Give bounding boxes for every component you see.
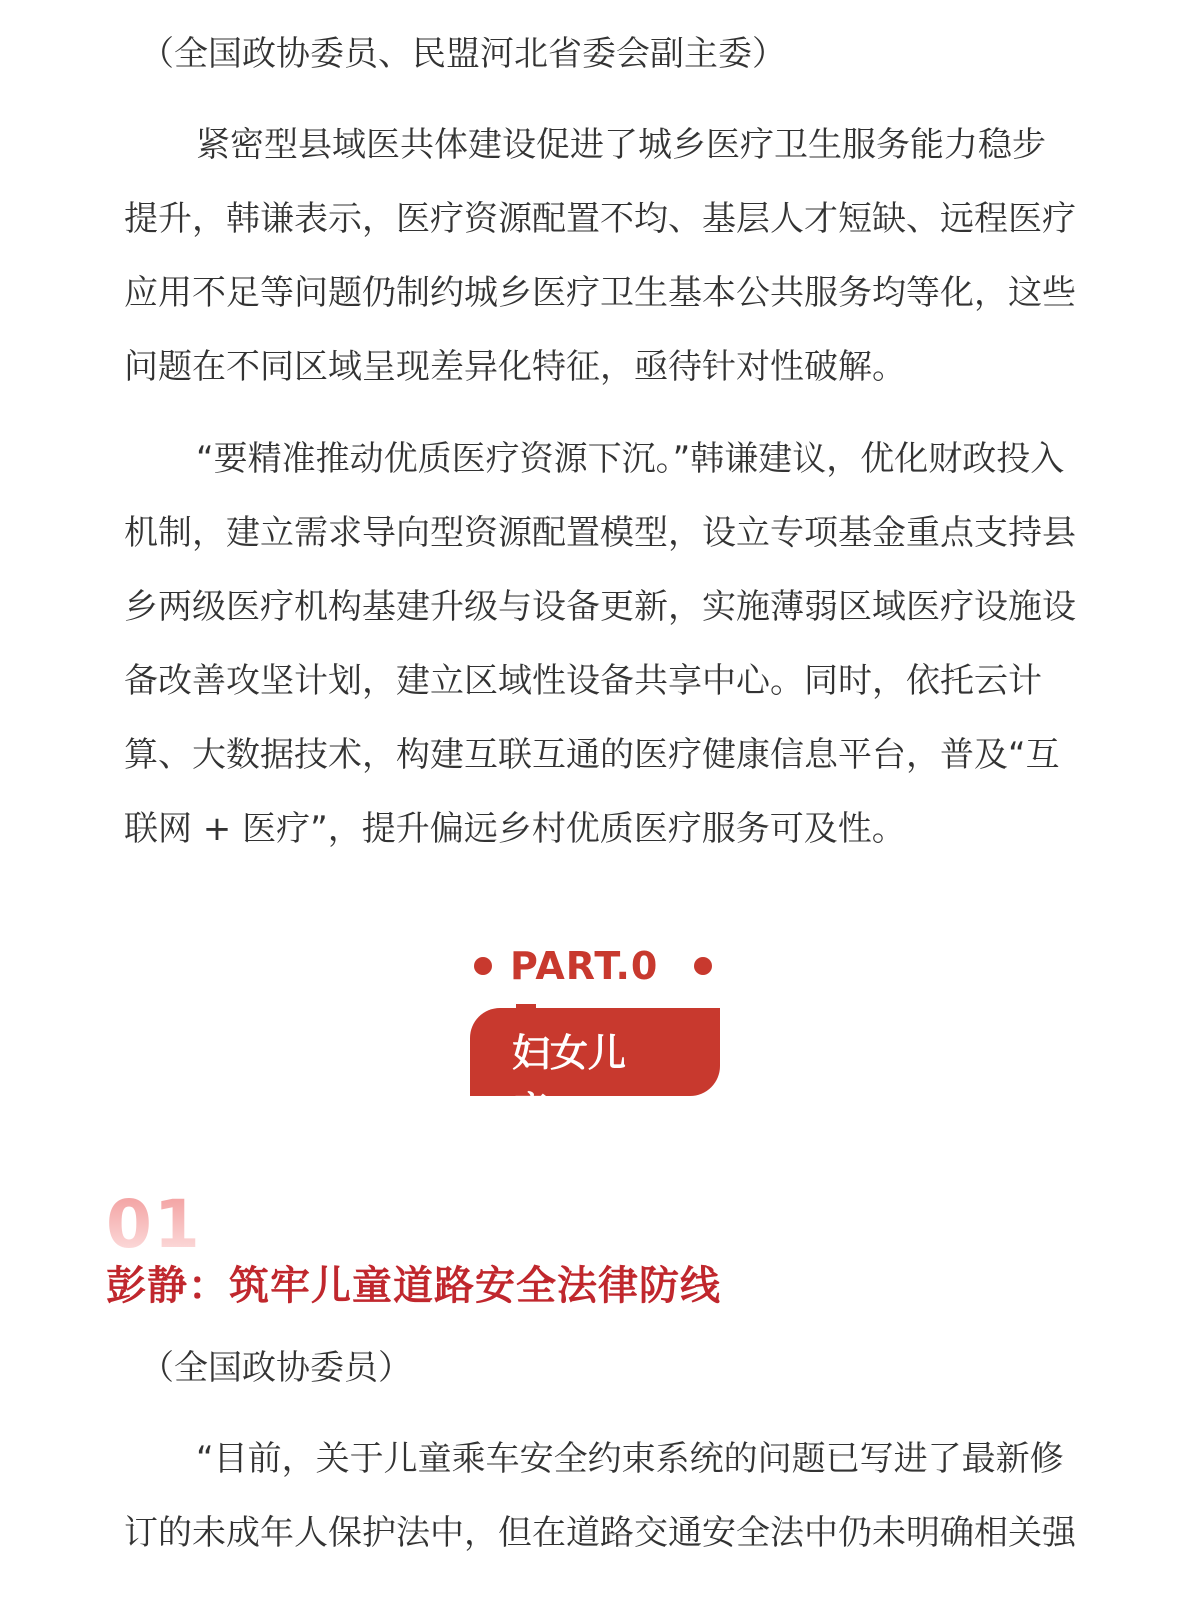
item-title: 彭静：筑牢儿童道路安全法律防线 — [106, 1263, 721, 1309]
paragraph-line: 订的未成年人保护法中，但在道路交通安全法中仍未明确相关强 — [124, 1513, 1076, 1553]
part-label: PART.0 — [510, 944, 659, 988]
item-number: 01 — [106, 1186, 202, 1263]
paragraph-line: 问题在不同区域呈现差异化特征，亟待针对性破解。 — [124, 347, 906, 387]
dot-icon — [694, 957, 712, 975]
paragraph-line: 应用不足等问题仍制约城乡医疗卫生基本公共服务均等化，这些 — [124, 273, 1076, 313]
paragraph-line: 算、大数据技术，构建互联互通的医疗健康信息平台，普及“互 — [124, 735, 1060, 775]
author-byline: （全国政协委员、民盟河北省委会副主委） — [140, 34, 786, 74]
part-header — [470, 942, 730, 992]
paragraph-line: 提升，韩谦表示，医疗资源配置不均、基层人才短缺、远程医疗 — [124, 199, 1076, 239]
paragraph-line: 机制，建立需求导向型资源配置模型，设立专项基金重点支持县 — [124, 513, 1076, 553]
body-paragraph — [124, 1422, 1104, 1570]
paragraph-line: “要精准推动优质医疗资源下沉。”韩谦建议，优化财政投入 — [196, 439, 1065, 479]
paragraph-line: 联网 + 医疗”，提升偏远乡村优质医疗服务可及性。 — [124, 809, 906, 849]
body-paragraph — [124, 422, 1104, 866]
author-byline: （全国政协委员） — [140, 1348, 412, 1388]
body-paragraph — [124, 108, 1104, 404]
paragraph-line: 乡两级医疗机构基建升级与设备更新，实施薄弱区域医疗设施设 — [124, 587, 1076, 627]
paragraph-line: 备改善攻坚计划，建立区域性设备共享中心。同时，依托云计 — [124, 661, 1042, 701]
dot-icon — [474, 957, 492, 975]
section-title-tab — [470, 1008, 720, 1133]
paragraph-line: “目前，关于儿童乘车安全约束系统的问题已写进了最新修 — [196, 1439, 1064, 1479]
paragraph-line: 紧密型县域医共体建设促进了城乡医疗卫生服务能力稳步 — [196, 125, 1046, 165]
section-title: 妇女儿童 — [512, 1031, 627, 1133]
